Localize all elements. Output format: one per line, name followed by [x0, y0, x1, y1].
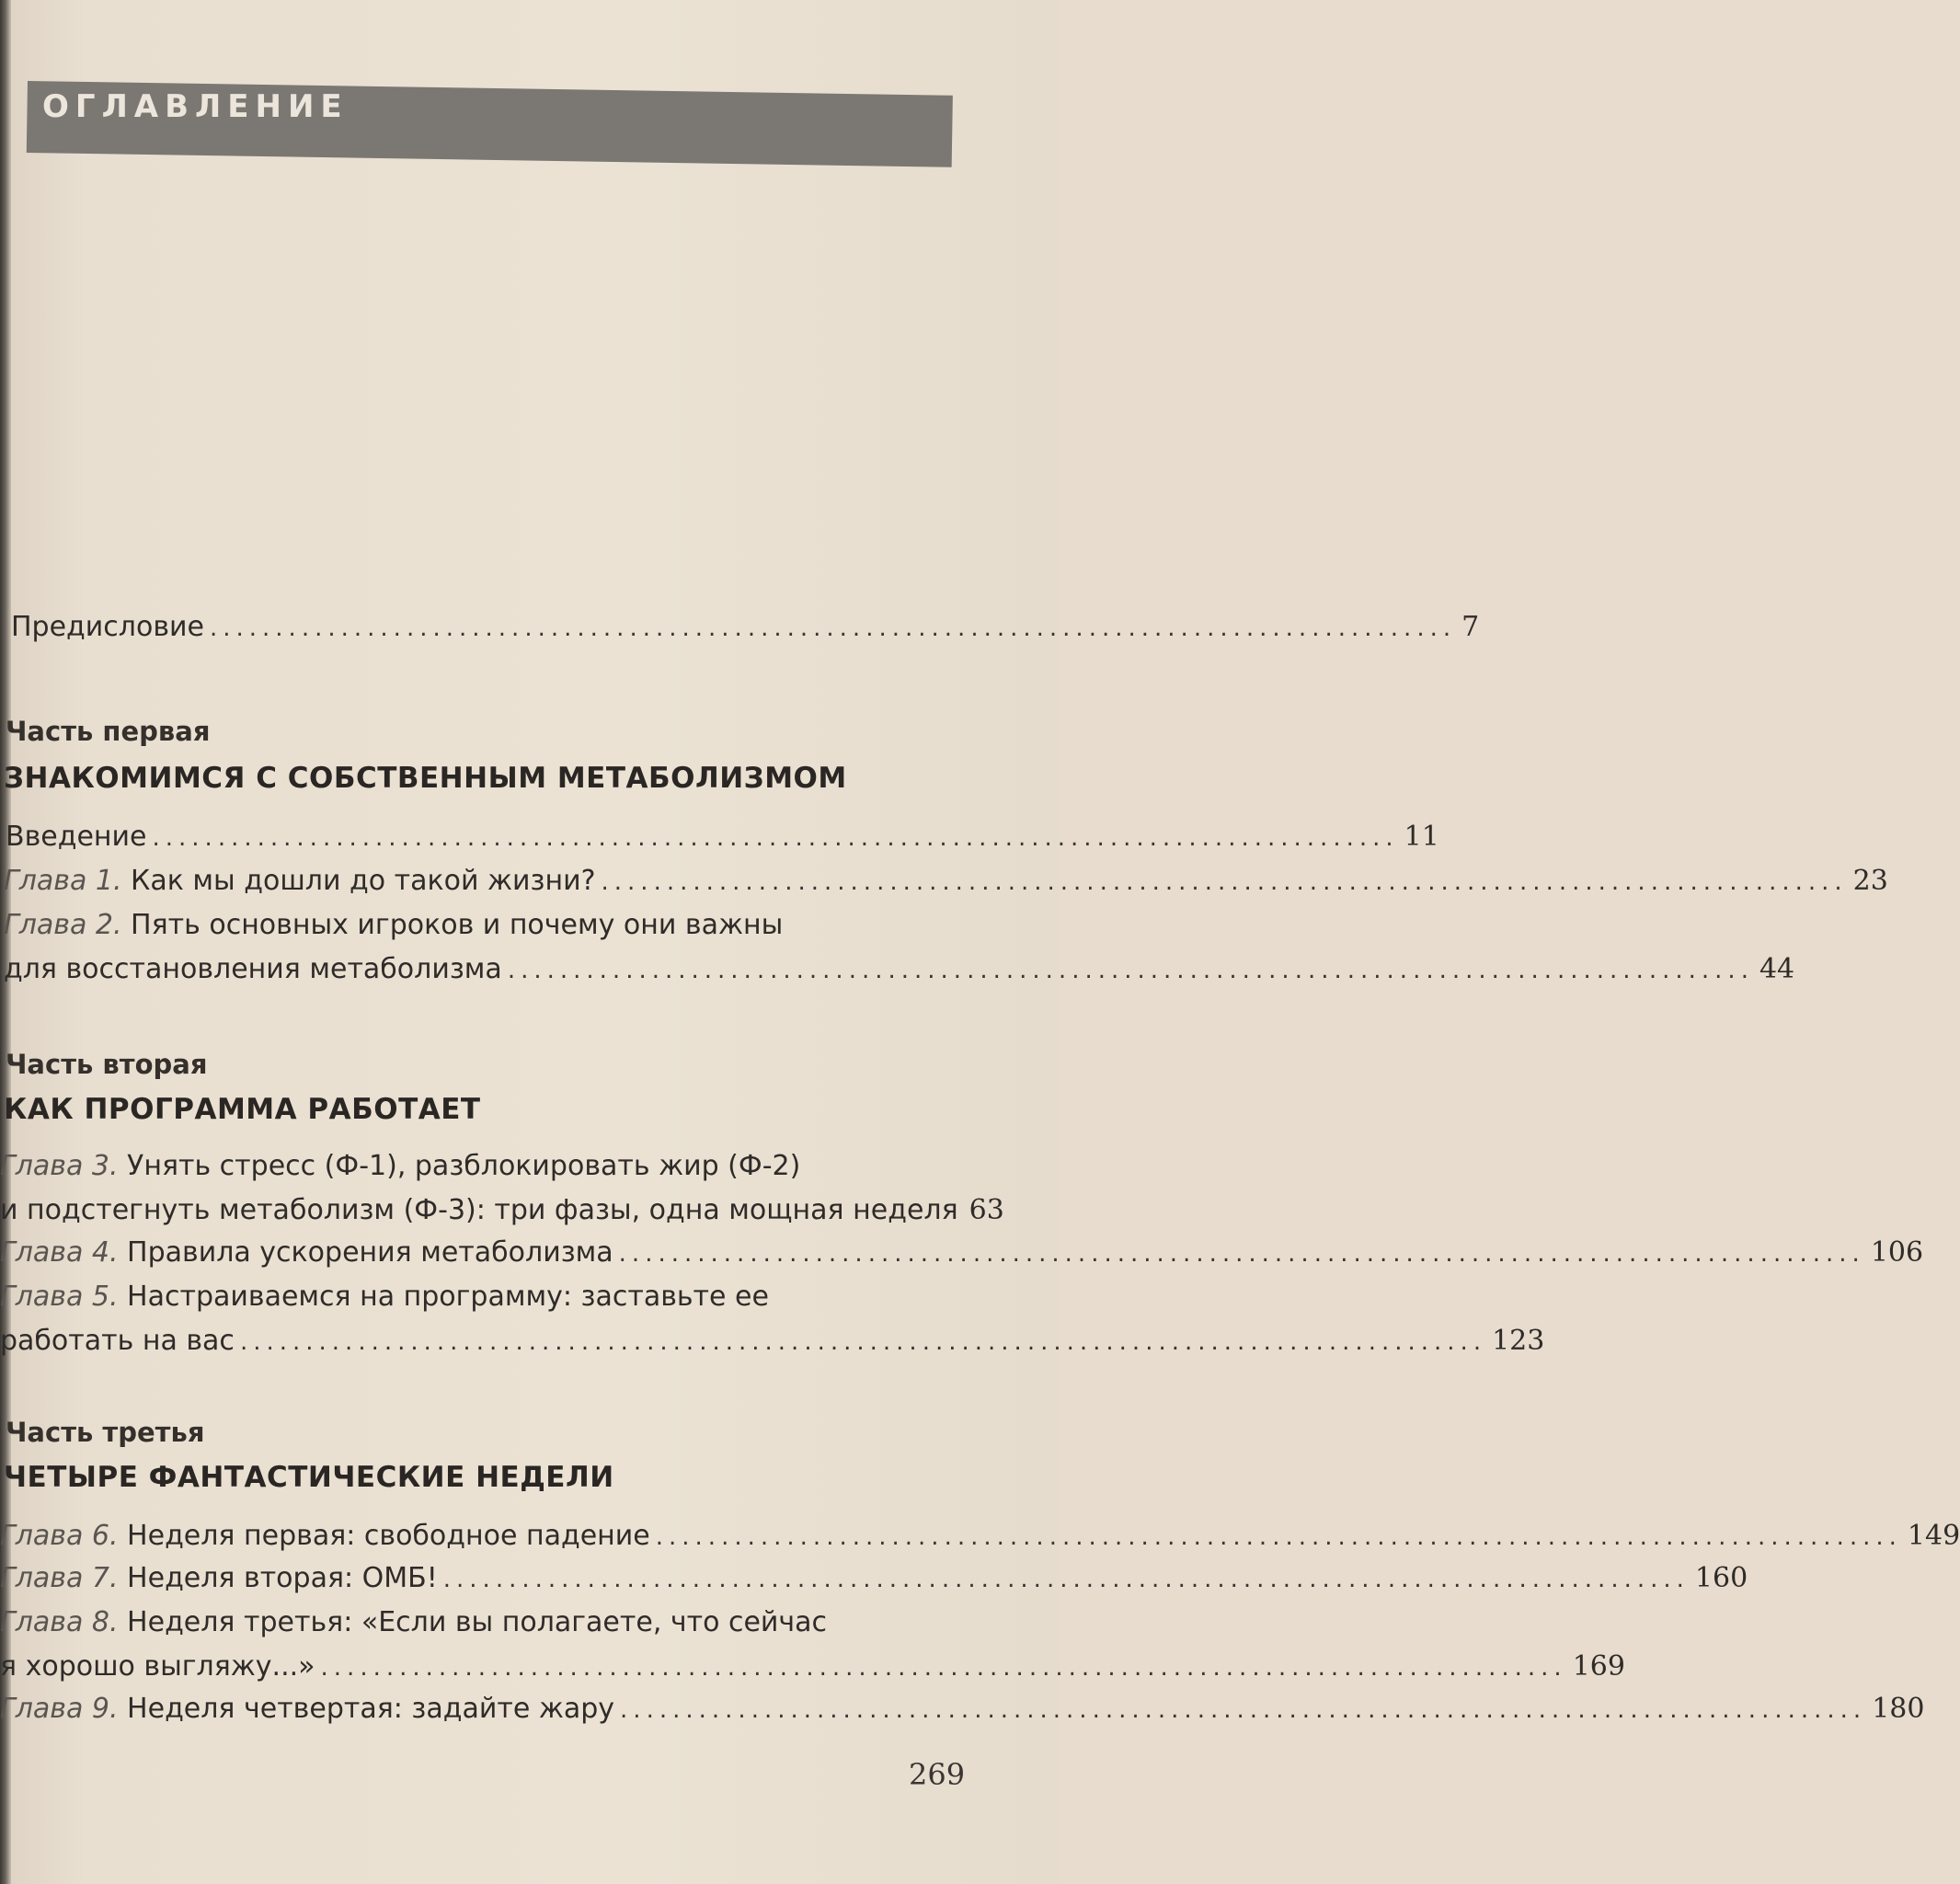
chapter-prefix: Глава 4.: [0, 1236, 119, 1269]
toc-entry-chapter-8-cont[interactable]: [0, 1650, 1625, 1694]
toc-page-number: 44: [1759, 953, 1795, 985]
toc-entry-label: [0, 1236, 619, 1269]
toc-entry-chapter-1[interactable]: [4, 865, 1888, 909]
dot-leader: ...............................................................................................: [507, 957, 1754, 984]
part-title: КАК ПРОГРАММА РАБОТАЕТ: [4, 1093, 481, 1126]
toc-entry-chapter-3-cont[interactable]: [0, 1194, 1004, 1238]
toc-entry-chapter-4[interactable]: [0, 1236, 1924, 1281]
toc-entry-chapter-3[interactable]: [0, 1150, 806, 1194]
toc-entry-chapter-5-cont[interactable]: [0, 1325, 1545, 1369]
chapter-title: Неделя первая: свободное падение: [127, 1520, 650, 1552]
toc-entry-label: [0, 1562, 443, 1594]
toc-entry-chapter-8[interactable]: [0, 1606, 832, 1650]
chapter-prefix: Глава 9.: [0, 1693, 119, 1725]
dot-leader: ...............................................................................................: [239, 1328, 1487, 1356]
toc-page-number: 180: [1872, 1693, 1925, 1725]
toc-entry-label: [0, 1520, 656, 1552]
toc-entry-chapter-6[interactable]: [0, 1520, 1960, 1564]
toc-entry-label: [0, 1606, 832, 1638]
toc-entry-label: [0, 1693, 620, 1725]
toc-entry-label: [4, 865, 602, 897]
toc-entry-chapter-5[interactable]: [0, 1281, 774, 1325]
chapter-title: Неделя четвертая: задайте жару: [127, 1693, 615, 1725]
dot-leader: ...............................................................................................: [209, 615, 1457, 642]
chapter-title-cont: и подстегнуть метаболизм (Ф-3): три фазы, одна мощная неделя: [0, 1194, 958, 1226]
toc-page-number: 106: [1870, 1236, 1924, 1269]
toc-page-number: 149: [1907, 1520, 1960, 1552]
dot-leader: ...............................................................................................: [620, 1696, 1867, 1724]
chapter-title-cont: я хорошо выгляжу...»: [0, 1650, 315, 1683]
dot-leader: ...............................................................................................: [655, 1523, 1902, 1551]
chapter-prefix: Глава 1.: [4, 865, 122, 897]
toc-entry-label: [4, 909, 788, 941]
toc-entry-preface[interactable]: [11, 611, 1480, 655]
toc-page-number: 169: [1572, 1650, 1625, 1683]
chapter-prefix: Глава 6.: [0, 1520, 119, 1552]
toc-page-number: 160: [1694, 1562, 1748, 1594]
chapter-prefix: Глава 5.: [0, 1281, 119, 1313]
toc-entry-label: [0, 1150, 806, 1182]
toc-entry-chapter-2-cont[interactable]: [4, 953, 1795, 997]
page-number: 269: [909, 1757, 966, 1792]
chapter-title: Как мы дошли до такой жизни?: [131, 865, 596, 897]
toc-page-number: 23: [1852, 865, 1888, 897]
part-label: Часть вторая: [6, 1049, 208, 1080]
part-title: ЗНАКОМИМСЯ С СОБСТВЕННЫМ МЕТАБОЛИЗМОМ: [4, 762, 847, 795]
chapter-title: Правила ускорения метаболизма: [127, 1236, 613, 1269]
dot-leader: ...............................................................................................: [601, 868, 1848, 896]
part-title: ЧЕТЫРЕ ФАНТАСТИЧЕСКИЕ НЕДЕЛИ: [4, 1461, 614, 1494]
page-title: ОГЛАВЛЕНИЕ: [42, 88, 349, 125]
chapter-prefix: Глава 7.: [0, 1562, 119, 1594]
chapter-title-cont: для восстановления метаболизма: [4, 953, 502, 985]
chapter-title: Пять основных игроков и почему они важны: [131, 909, 784, 941]
chapter-prefix: Глава 2.: [4, 909, 122, 941]
toc-entry-label: Введение: [6, 821, 147, 853]
chapter-prefix: Глава 3.: [0, 1150, 119, 1182]
chapter-title-cont: работать на вас: [0, 1325, 235, 1357]
part-label: Часть третья: [6, 1417, 205, 1448]
part-label: Часть первая: [6, 716, 211, 747]
toc-entry-intro[interactable]: [6, 821, 1439, 865]
chapter-title: Неделя третья: «Если вы полагаете, что сейчас: [127, 1606, 828, 1638]
toc-entry-chapter-7[interactable]: [0, 1562, 1748, 1606]
toc-entry-chapter-9[interactable]: [0, 1693, 1925, 1737]
chapter-title: Унять стресс (Ф-1), разблокировать жир (Ф-2): [127, 1150, 801, 1182]
toc-page-number: 123: [1492, 1325, 1545, 1357]
toc-page-number: 11: [1404, 821, 1439, 853]
chapter-prefix: Глава 8.: [0, 1606, 119, 1638]
chapter-title: Настраиваемся на программу: заставьте ее: [127, 1281, 769, 1313]
dot-leader: ...............................................................................................: [320, 1654, 1567, 1682]
chapter-title: Неделя вторая: ОМБ!: [127, 1562, 438, 1594]
toc-page-number: 63: [969, 1194, 1004, 1226]
toc-entry-label: [0, 1281, 774, 1313]
dot-leader: ...............................................................................................: [442, 1566, 1690, 1593]
dot-leader: ...............................................................................................: [152, 824, 1399, 852]
toc-page-number: 7: [1461, 611, 1480, 643]
toc-entry-label: Предисловие: [11, 611, 204, 643]
toc-entry-chapter-2[interactable]: [4, 909, 788, 953]
dot-leader: ...............................................................................................: [618, 1240, 1865, 1268]
